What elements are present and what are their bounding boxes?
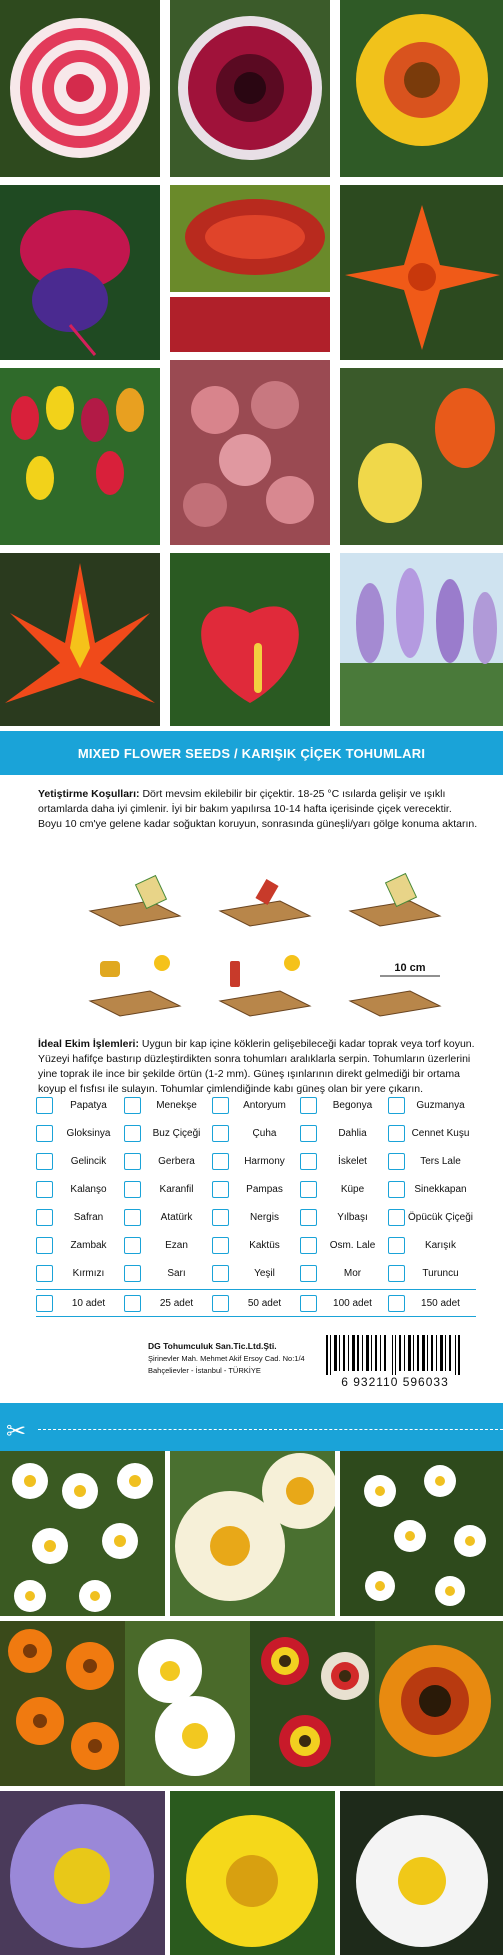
top-photo-grid	[0, 0, 503, 726]
checkbox[interactable]	[36, 1153, 53, 1170]
checkbox[interactable]	[212, 1265, 229, 1282]
checkbox[interactable]	[388, 1097, 405, 1114]
quantity-checkbox[interactable]	[212, 1295, 229, 1312]
checkbox[interactable]	[124, 1097, 141, 1114]
checkbox[interactable]	[300, 1125, 317, 1142]
checkbox[interactable]	[36, 1181, 53, 1198]
crown-imperial-photo	[340, 368, 503, 545]
fuchsia-photo	[0, 185, 160, 360]
checkbox[interactable]	[388, 1237, 405, 1254]
checkbox[interactable]	[36, 1097, 53, 1114]
checkbox[interactable]	[36, 1125, 53, 1142]
instruction-panel	[0, 775, 503, 1403]
quantity-checkbox[interactable]	[36, 1295, 53, 1312]
checkbox-label: Dahlia	[338, 1127, 367, 1139]
sowing-procedure	[38, 1037, 478, 1097]
company-address-1: Şirinevler Mah. Mehmet Akif Ersoy Cad. No:1/4	[148, 1354, 305, 1363]
checkbox-label: Kaktüs	[249, 1239, 280, 1251]
lily-photo	[340, 185, 503, 360]
checkbox-label: Karışık	[424, 1239, 457, 1251]
checkbox[interactable]	[300, 1181, 317, 1198]
quantity-label: 50 adet	[247, 1297, 282, 1309]
checkbox[interactable]	[124, 1209, 141, 1226]
quantity-checkbox[interactable]	[388, 1295, 405, 1312]
checkbox-label: Papatya	[70, 1099, 107, 1111]
checkbox-label: Küpe	[340, 1183, 365, 1195]
checkbox-label: Yeşil	[254, 1267, 275, 1279]
growing-heading: Yetiştirme Koşulları:	[38, 788, 140, 800]
cut-line	[38, 1429, 503, 1430]
checkbox-label: Ezan	[165, 1239, 188, 1251]
pampas-grass-photo	[340, 553, 503, 726]
checkbox[interactable]	[36, 1237, 53, 1254]
checklist-row	[36, 1175, 476, 1203]
measure-label: 10 cm	[394, 962, 426, 974]
checkbox[interactable]	[124, 1181, 141, 1198]
checkbox[interactable]	[300, 1153, 317, 1170]
checkbox-label: Gerbera	[158, 1155, 195, 1167]
checkbox[interactable]	[124, 1265, 141, 1282]
lithops-photo	[170, 360, 330, 545]
venus-flytrap-photo	[170, 185, 330, 292]
barcode-number: 6 932110 596033	[320, 1375, 470, 1389]
checkbox[interactable]	[388, 1265, 405, 1282]
barcode-bars	[320, 1335, 470, 1375]
checkbox-label: Osm. Lale	[329, 1239, 376, 1251]
product-title: MIXED FLOWER SEEDS / KARIŞIK ÇİÇEK TOHUMLARI	[77, 745, 426, 761]
checkbox[interactable]	[388, 1125, 405, 1142]
bottom-photo-grid	[0, 1451, 503, 1955]
checkbox-label: Antoryum	[243, 1099, 286, 1111]
checkbox-label: Buz Çiçeği	[152, 1127, 201, 1139]
checkbox[interactable]	[124, 1125, 141, 1142]
white-aster-photo	[340, 1791, 503, 1955]
checkbox[interactable]	[36, 1209, 53, 1226]
chrysanthemum-daisy-photo	[170, 1451, 335, 1616]
field-daisies-photo	[340, 1451, 503, 1616]
checkbox[interactable]	[300, 1237, 317, 1254]
checkbox-label: Öpücük Çiçeği	[407, 1211, 474, 1223]
quantity-row	[36, 1289, 476, 1317]
sowing-text: Uygun bir kap içine köklerin gelişebileceği kadar toprak veya torf koyun. Yüzeyi hafifçe bastırıp düzleştirdikten sonra tohumları aralıklarla serpin. Tohumların üzerlerini yine toprak ile ince bir şekilde örtün (1-2 mm). Güneş ışınlarının direkt gelmediği bir ortama koyup el fısfısı ile sulayın. Tohumlar çimlendiğinde kabı güneş olan bir yere çıkarın.	[38, 1038, 475, 1095]
checkbox[interactable]	[212, 1209, 229, 1226]
checkbox-label: Gelincik	[70, 1155, 107, 1167]
quantity-label: 25 adet	[159, 1297, 194, 1309]
checklist-row	[36, 1259, 476, 1287]
quantity-checkbox[interactable]	[300, 1295, 317, 1312]
checkbox[interactable]	[124, 1153, 141, 1170]
checkbox-label: Safran	[73, 1211, 104, 1223]
checkbox-label: Kırmızı	[72, 1267, 105, 1279]
checkbox[interactable]	[300, 1097, 317, 1114]
checkbox[interactable]	[388, 1153, 405, 1170]
company-info	[148, 1340, 328, 1377]
checkbox-label: İskelet	[338, 1155, 367, 1167]
company-address-2: Bahçelievler - İstanbul - TÜRKİYE	[148, 1366, 261, 1375]
gloxinia-photo	[170, 0, 330, 177]
tulips-photo	[0, 368, 160, 545]
checkbox-label: Gloksinya	[66, 1127, 111, 1139]
quantity-checkbox[interactable]	[124, 1295, 141, 1312]
anthurium-photo	[170, 553, 330, 726]
quantity-label: 100 adet	[333, 1297, 372, 1309]
checklist-row	[36, 1231, 476, 1259]
checkbox[interactable]	[212, 1153, 229, 1170]
checkbox-label: Begonya	[332, 1099, 373, 1111]
cut-line-band	[0, 1403, 503, 1451]
quantity-label: 150 adet	[421, 1297, 460, 1309]
checklist-row	[36, 1091, 476, 1119]
checkbox-label: Menekşe	[156, 1099, 197, 1111]
begonia-photo	[0, 0, 160, 177]
checklist-row	[36, 1147, 476, 1175]
checkbox[interactable]	[212, 1237, 229, 1254]
checkbox-label: Pampas	[246, 1183, 283, 1195]
checkbox-label: Sinekkapan	[414, 1183, 467, 1195]
yellow-daisy-photo	[170, 1791, 335, 1955]
checkbox[interactable]	[212, 1097, 229, 1114]
growing-text: Dört mevsim ekilebilir bir çiçektir. 18-25 °C ısılarda gelişir ve ışıklı ortamlarda daha iyi çimlenir. İyi bir bakım yapılırsa 10-14 hafta içerisinde çiçek verecektir. Boyu 10 cm'ye gelene kadar soğuktan koruyun, sonrasında güneşli/yarı gölge konuma aktarın.	[38, 788, 478, 830]
checkbox[interactable]	[212, 1125, 229, 1142]
checkbox[interactable]	[388, 1181, 405, 1198]
checkbox-label: Ters Lale	[420, 1155, 461, 1167]
checkbox-label: Turuncu	[422, 1267, 459, 1279]
shasta-daisy-photo	[125, 1621, 250, 1786]
checkbox-label: Mor	[343, 1267, 362, 1279]
checkbox[interactable]	[300, 1209, 317, 1226]
orange-osteospermum-photo	[0, 1621, 125, 1786]
checkbox[interactable]	[212, 1181, 229, 1198]
erigeron-photo	[0, 1791, 165, 1955]
checkbox-label: Zambak	[70, 1239, 107, 1251]
checkbox-label: Karanfil	[159, 1183, 194, 1195]
checkbox[interactable]	[36, 1265, 53, 1282]
checklist-row	[36, 1203, 476, 1231]
title-band	[0, 731, 503, 775]
red-divider	[170, 297, 330, 352]
checkbox-label: Cennet Kuşu	[411, 1127, 470, 1139]
checkbox-label: Çuha	[252, 1127, 277, 1139]
checkbox-label: Nergis	[250, 1211, 279, 1223]
checkbox[interactable]	[124, 1237, 141, 1254]
rudbeckia-photo	[375, 1621, 503, 1786]
checkbox[interactable]	[388, 1209, 405, 1226]
checkbox-label: Kalanşo	[70, 1183, 107, 1195]
checkbox-label: Guzmanya	[416, 1099, 465, 1111]
scissors-icon: ✂	[6, 1418, 27, 1445]
white-daisies-photo	[0, 1451, 165, 1616]
growing-conditions	[38, 787, 478, 832]
dahlia-photo	[340, 0, 503, 177]
sowing-heading: İdeal Ekim İşlemleri:	[38, 1038, 139, 1050]
sowing-illustration	[80, 871, 450, 1031]
checkbox-label: Harmony	[244, 1155, 285, 1167]
company-name: DG Tohumculuk San.Tic.Ltd.Şti.	[148, 1341, 277, 1351]
flower-checklist	[36, 1091, 476, 1317]
checkbox-label: Yılbaşı	[337, 1211, 368, 1223]
painted-daisy-photo	[250, 1621, 375, 1786]
checkbox[interactable]	[300, 1265, 317, 1282]
guzmania-photo	[0, 553, 160, 726]
quantity-label: 10 adet	[71, 1297, 106, 1309]
checklist-row	[36, 1119, 476, 1147]
barcode	[320, 1335, 470, 1387]
checkbox-label: Atatürk	[160, 1211, 193, 1223]
checkbox-label: Sarı	[167, 1267, 186, 1279]
